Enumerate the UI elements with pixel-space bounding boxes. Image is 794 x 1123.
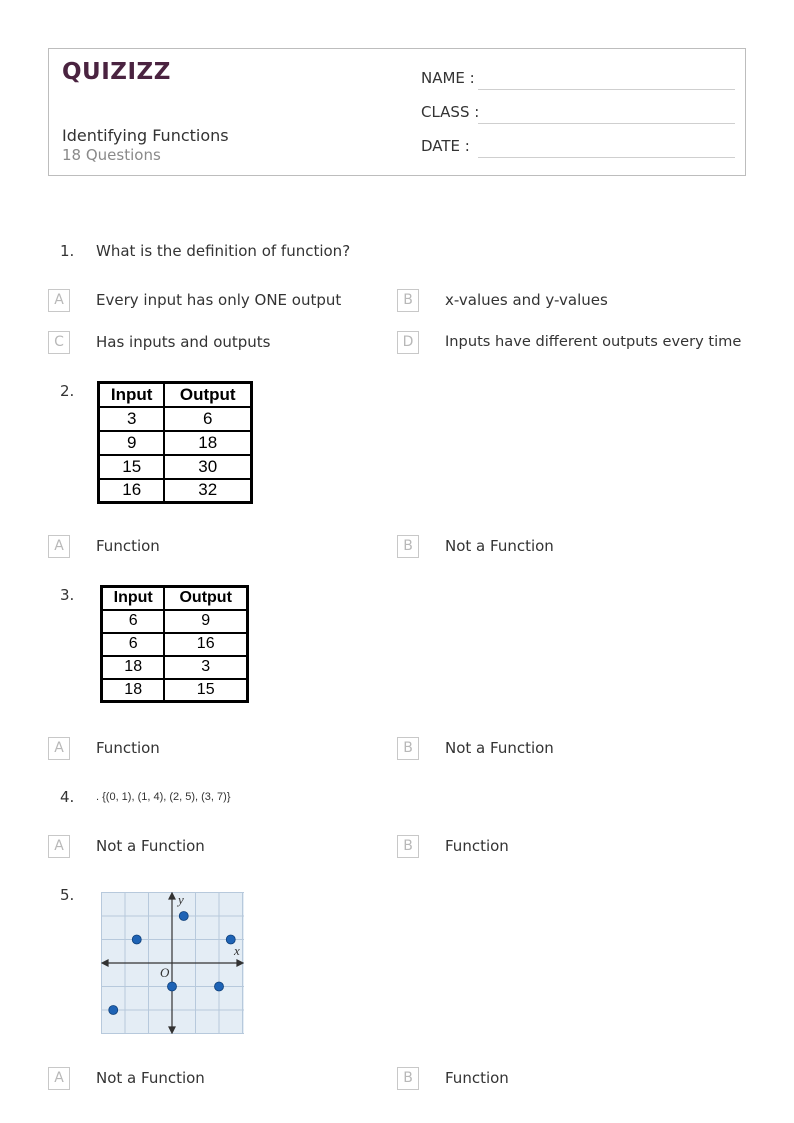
option-letter[interactable]: A (48, 289, 70, 312)
quizizz-logo: QUIZIZZ (62, 59, 171, 85)
table-cell: 18 (164, 431, 251, 455)
question-text: What is the definition of function? (96, 242, 351, 260)
option-text: Not a Function (445, 739, 554, 757)
option-text: Has inputs and outputs (96, 333, 271, 351)
date-label: DATE : (421, 137, 470, 155)
table-header-input: Input (102, 587, 165, 610)
x-axis-label: x (234, 943, 240, 958)
date-field[interactable] (421, 137, 735, 157)
table-cell: 3 (99, 407, 165, 431)
table-row (99, 407, 252, 431)
table-row (102, 633, 248, 656)
worksheet-title: Identifying Functions (62, 126, 229, 145)
table-cell: 9 (99, 431, 165, 455)
y-axis-label: y (178, 892, 184, 907)
table-header-output: Output (164, 587, 247, 610)
table-cell: 6 (102, 610, 165, 633)
table-row (99, 455, 252, 479)
question-number: 5. (60, 886, 75, 904)
question-count: 18 Questions (62, 146, 161, 164)
graph-point (132, 935, 141, 944)
option-text: Not a Function (96, 1069, 205, 1087)
table-row (99, 479, 252, 503)
table-row (102, 656, 248, 679)
question-number: 4. (60, 788, 75, 806)
option-letter[interactable]: B (397, 1067, 419, 1090)
table-cell: 18 (102, 679, 165, 702)
class-line[interactable] (478, 123, 735, 124)
option-text: Function (96, 537, 160, 555)
option-text: Every input has only ONE output (96, 291, 342, 309)
name-line[interactable] (478, 89, 735, 90)
option-text: Inputs have different outputs every time (445, 333, 742, 350)
table-header-input: Input (99, 383, 165, 407)
option-text: x-values and y-values (445, 291, 608, 309)
table-row (99, 431, 252, 455)
option-text: Function (445, 837, 509, 855)
table-cell: 16 (99, 479, 165, 503)
worksheet-header (48, 48, 746, 176)
class-label: CLASS : (421, 103, 480, 121)
question-number: 1. (60, 242, 75, 260)
table-cell: 16 (164, 633, 247, 656)
class-field[interactable] (421, 103, 735, 123)
name-label: NAME : (421, 69, 475, 87)
option-text: Not a Function (445, 537, 554, 555)
option-text: Function (96, 739, 160, 757)
option-letter[interactable]: B (397, 737, 419, 760)
table-cell: 30 (164, 455, 251, 479)
date-line[interactable] (478, 157, 735, 158)
option-letter[interactable]: A (48, 1067, 70, 1090)
option-letter[interactable]: A (48, 737, 70, 760)
table-cell: 18 (102, 656, 165, 679)
option-letter[interactable]: D (397, 331, 419, 354)
table-cell: 15 (164, 679, 247, 702)
table-cell: 15 (99, 455, 165, 479)
input-output-table (97, 381, 253, 504)
option-letter[interactable]: B (397, 535, 419, 558)
table-row (102, 679, 248, 702)
option-letter[interactable]: B (397, 835, 419, 858)
graph-point (179, 912, 188, 921)
input-output-table (100, 585, 249, 703)
graph-point (168, 982, 177, 991)
option-letter[interactable]: B (397, 289, 419, 312)
table-header-output: Output (164, 383, 251, 407)
table-cell: 6 (102, 633, 165, 656)
ordered-pair-set: . {(0, 1), (1, 4), (2, 5), (3, 7)} (96, 791, 231, 803)
option-text: Not a Function (96, 837, 205, 855)
question-number: 3. (60, 586, 75, 604)
table-row (102, 610, 248, 633)
table-cell: 6 (164, 407, 251, 431)
graph-point (109, 1006, 118, 1015)
question-number: 2. (60, 382, 75, 400)
graph-point (215, 982, 224, 991)
option-text: Function (445, 1069, 509, 1087)
option-letter[interactable]: C (48, 331, 70, 354)
coordinate-graph (101, 892, 244, 1034)
graph-point (226, 935, 235, 944)
option-letter[interactable]: A (48, 835, 70, 858)
table-cell: 3 (164, 656, 247, 679)
table-cell: 9 (164, 610, 247, 633)
name-field[interactable] (421, 69, 735, 89)
table-cell: 32 (164, 479, 251, 503)
origin-label: O (160, 965, 170, 980)
option-letter[interactable]: A (48, 535, 70, 558)
